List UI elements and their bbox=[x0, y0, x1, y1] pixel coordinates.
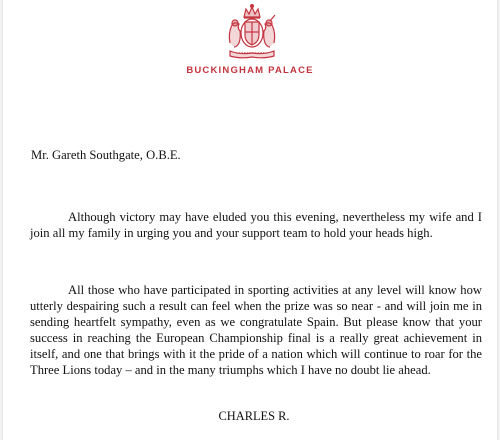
paragraph-2 bbox=[30, 282, 482, 378]
signature: CHARLES R. bbox=[218, 409, 290, 423]
addressee: Mr. Gareth Southgate, O.B.E. bbox=[31, 148, 181, 162]
paragraph-1 bbox=[30, 209, 482, 241]
letter-page bbox=[3, 0, 497, 440]
letterhead-title: BUCKINGHAM PALACE bbox=[186, 65, 314, 76]
paragraph-2-text: All those who have participated in sporting activities at any level will know how utterly despairing such a result can feel when the prize was so near - and will join me in sending heartfelt sympathy, even as we congratulate Spain. But please know that your success in reaching the European Championship final is a really great achievement in itself, and one that brings with it the pride of a nation which will continue to roar for the Three Lions today – and in the many triumphs which I have no doubt lie ahead. bbox=[30, 283, 482, 377]
royal-coat-of-arms-icon bbox=[222, 3, 282, 61]
paragraph-1-text: Although victory may have eluded you this evening, nevertheless my wife and I join all my family in urging you and your support team to hold your heads high. bbox=[30, 210, 482, 240]
